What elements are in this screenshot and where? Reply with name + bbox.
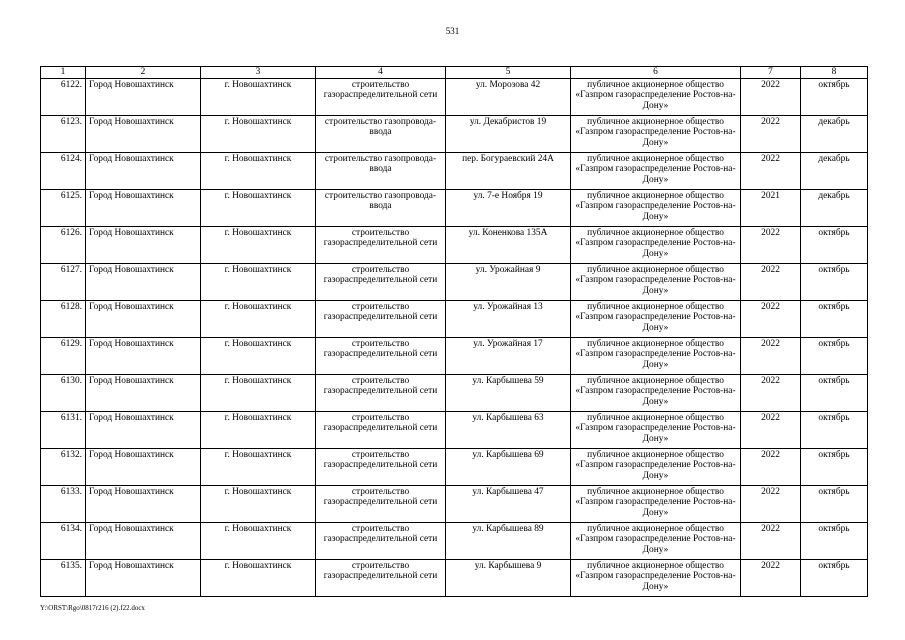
locality-cell: г. Новошахтинск <box>201 226 316 263</box>
organization-cell: публичное акционерное общество «Газпром газораспределение Ростов-на-Дону» <box>571 226 741 263</box>
organization-cell: публичное акционерное общество «Газпром газораспределение Ростов-на-Дону» <box>571 374 741 411</box>
locality-cell: г. Новошахтинск <box>201 522 316 559</box>
year-cell: 2022 <box>741 152 801 189</box>
work-type-cell: строительство газораспределительной сети <box>316 559 446 596</box>
year-cell: 2022 <box>741 522 801 559</box>
address-cell: ул. Карбышева 89 <box>446 522 571 559</box>
file-path-footer: Y:\ORST\Rgo\0817r216 (2).f22.docx <box>40 604 145 612</box>
table-row <box>41 300 868 337</box>
table-row <box>41 411 868 448</box>
locality-cell: г. Новошахтинск <box>201 115 316 152</box>
column-header: 2 <box>86 67 201 79</box>
organization-cell: публичное акционерное общество «Газпром газораспределение Ростов-на-Дону» <box>571 448 741 485</box>
address-cell: ул. Морозова 42 <box>446 78 571 115</box>
address-cell: ул. Карбышева 9 <box>446 559 571 596</box>
year-cell: 2022 <box>741 300 801 337</box>
organization-cell: публичное акционерное общество «Газпром газораспределение Ростов-на-Дону» <box>571 115 741 152</box>
month-cell: октябрь <box>801 300 868 337</box>
month-cell: декабрь <box>801 189 868 226</box>
month-cell: октябрь <box>801 448 868 485</box>
district-cell: Город Новошахтинск <box>86 559 201 596</box>
table-row <box>41 485 868 522</box>
month-cell: октябрь <box>801 559 868 596</box>
district-cell: Город Новошахтинск <box>86 78 201 115</box>
organization-cell: публичное акционерное общество «Газпром газораспределение Ростов-на-Дону» <box>571 300 741 337</box>
month-cell: октябрь <box>801 411 868 448</box>
locality-cell: г. Новошахтинск <box>201 448 316 485</box>
table-row <box>41 559 868 596</box>
district-cell: Город Новошахтинск <box>86 485 201 522</box>
work-type-cell: строительство газораспределительной сети <box>316 226 446 263</box>
district-cell: Город Новошахтинск <box>86 448 201 485</box>
district-cell: Город Новошахтинск <box>86 374 201 411</box>
table-row <box>41 189 868 226</box>
row-number: 6124. <box>41 152 86 189</box>
row-number: 6127. <box>41 263 86 300</box>
work-type-cell: строительство газораспределительной сети <box>316 78 446 115</box>
month-cell: декабрь <box>801 115 868 152</box>
district-cell: Город Новошахтинск <box>86 189 201 226</box>
address-cell: ул. Карбышева 47 <box>446 485 571 522</box>
work-type-cell: строительство газораспределительной сети <box>316 522 446 559</box>
table-row <box>41 115 868 152</box>
row-number: 6130. <box>41 374 86 411</box>
year-cell: 2022 <box>741 485 801 522</box>
table-row <box>41 448 868 485</box>
address-cell: пер. Богураевский 24А <box>446 152 571 189</box>
table-row <box>41 263 868 300</box>
month-cell: декабрь <box>801 152 868 189</box>
locality-cell: г. Новошахтинск <box>201 300 316 337</box>
row-number: 6128. <box>41 300 86 337</box>
year-cell: 2021 <box>741 189 801 226</box>
row-number: 6122. <box>41 78 86 115</box>
district-cell: Город Новошахтинск <box>86 337 201 374</box>
locality-cell: г. Новошахтинск <box>201 263 316 300</box>
work-type-cell: строительство газораспределительной сети <box>316 263 446 300</box>
organization-cell: публичное акционерное общество «Газпром газораспределение Ростов-на-Дону» <box>571 152 741 189</box>
address-cell: ул. Карбышева 59 <box>446 374 571 411</box>
work-type-cell: строительство газораспределительной сети <box>316 485 446 522</box>
month-cell: октябрь <box>801 226 868 263</box>
organization-cell: публичное акционерное общество «Газпром газораспределение Ростов-на-Дону» <box>571 559 741 596</box>
row-number: 6134. <box>41 522 86 559</box>
organization-cell: публичное акционерное общество «Газпром газораспределение Ростов-на-Дону» <box>571 263 741 300</box>
table-row <box>41 522 868 559</box>
header-row <box>41 67 868 79</box>
column-header: 7 <box>741 67 801 79</box>
row-number: 6129. <box>41 337 86 374</box>
locality-cell: г. Новошахтинск <box>201 152 316 189</box>
work-type-cell: строительство газопровода-ввода <box>316 152 446 189</box>
locality-cell: г. Новошахтинск <box>201 189 316 226</box>
row-number: 6135. <box>41 559 86 596</box>
locality-cell: г. Новошахтинск <box>201 337 316 374</box>
year-cell: 2022 <box>741 559 801 596</box>
address-cell: ул. Карбышева 69 <box>446 448 571 485</box>
locality-cell: г. Новошахтинск <box>201 411 316 448</box>
month-cell: октябрь <box>801 263 868 300</box>
work-type-cell: строительство газопровода-ввода <box>316 189 446 226</box>
organization-cell: публичное акционерное общество «Газпром газораспределение Ростов-на-Дону» <box>571 78 741 115</box>
year-cell: 2022 <box>741 448 801 485</box>
address-cell: ул. Урожайная 9 <box>446 263 571 300</box>
address-cell: ул. Урожайная 17 <box>446 337 571 374</box>
district-cell: Город Новошахтинск <box>86 522 201 559</box>
table-row <box>41 226 868 263</box>
month-cell: октябрь <box>801 485 868 522</box>
column-header: 4 <box>316 67 446 79</box>
column-header: 1 <box>41 67 86 79</box>
table-row <box>41 78 868 115</box>
district-cell: Город Новошахтинск <box>86 411 201 448</box>
district-cell: Город Новошахтинск <box>86 263 201 300</box>
year-cell: 2022 <box>741 115 801 152</box>
year-cell: 2022 <box>741 337 801 374</box>
address-cell: ул. 7-е Ноября 19 <box>446 189 571 226</box>
address-cell: ул. Декабристов 19 <box>446 115 571 152</box>
row-number: 6126. <box>41 226 86 263</box>
organization-cell: публичное акционерное общество «Газпром газораспределение Ростов-на-Дону» <box>571 411 741 448</box>
year-cell: 2022 <box>741 411 801 448</box>
work-type-cell: строительство газопровода-ввода <box>316 115 446 152</box>
table-row <box>41 337 868 374</box>
district-cell: Город Новошахтинск <box>86 115 201 152</box>
month-cell: октябрь <box>801 78 868 115</box>
row-number: 6133. <box>41 485 86 522</box>
year-cell: 2022 <box>741 226 801 263</box>
year-cell: 2022 <box>741 374 801 411</box>
row-number: 6132. <box>41 448 86 485</box>
locality-cell: г. Новошахтинск <box>201 374 316 411</box>
year-cell: 2022 <box>741 263 801 300</box>
district-cell: Город Новошахтинск <box>86 152 201 189</box>
address-cell: ул. Коненкова 135А <box>446 226 571 263</box>
month-cell: октябрь <box>801 337 868 374</box>
table-row <box>41 374 868 411</box>
object-table <box>40 66 868 597</box>
month-cell: октябрь <box>801 374 868 411</box>
row-number: 6123. <box>41 115 86 152</box>
table-row <box>41 152 868 189</box>
page-number: 531 <box>445 26 460 36</box>
locality-cell: г. Новошахтинск <box>201 559 316 596</box>
column-header: 5 <box>446 67 571 79</box>
column-header: 3 <box>201 67 316 79</box>
month-cell: октябрь <box>801 522 868 559</box>
district-cell: Город Новошахтинск <box>86 300 201 337</box>
work-type-cell: строительство газораспределительной сети <box>316 448 446 485</box>
row-number: 6125. <box>41 189 86 226</box>
work-type-cell: строительство газораспределительной сети <box>316 337 446 374</box>
organization-cell: публичное акционерное общество «Газпром газораспределение Ростов-на-Дону» <box>571 485 741 522</box>
column-header: 8 <box>801 67 868 79</box>
organization-cell: публичное акционерное общество «Газпром газораспределение Ростов-на-Дону» <box>571 522 741 559</box>
column-header: 6 <box>571 67 741 79</box>
locality-cell: г. Новошахтинск <box>201 78 316 115</box>
work-type-cell: строительство газораспределительной сети <box>316 374 446 411</box>
work-type-cell: строительство газораспределительной сети <box>316 411 446 448</box>
work-type-cell: строительство газораспределительной сети <box>316 300 446 337</box>
organization-cell: публичное акционерное общество «Газпром газораспределение Ростов-на-Дону» <box>571 337 741 374</box>
year-cell: 2022 <box>741 78 801 115</box>
row-number: 6131. <box>41 411 86 448</box>
district-cell: Город Новошахтинск <box>86 226 201 263</box>
address-cell: ул. Карбышева 63 <box>446 411 571 448</box>
address-cell: ул. Урожайная 13 <box>446 300 571 337</box>
organization-cell: публичное акционерное общество «Газпром газораспределение Ростов-на-Дону» <box>571 189 741 226</box>
locality-cell: г. Новошахтинск <box>201 485 316 522</box>
